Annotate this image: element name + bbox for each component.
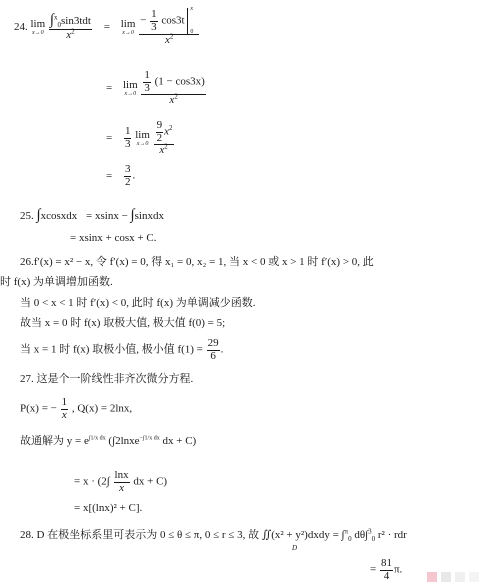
q25-line1: 25. ∫xcosxdx = xsinx − ∫sinxdx [20, 207, 164, 223]
q27-title: 27. 这是个一阶线性非齐次微分方程. [20, 373, 194, 385]
watermark [425, 564, 485, 588]
q24-lhs-fraction: $\frac{\int^x_0\sin 3tdt}{x^2}$ [49, 12, 91, 41]
q28-result: = $\frac{81}{4}$ π. [370, 557, 403, 582]
q24-step1-fraction: − $\frac{1}{3}$ cos3t x 0 $x^2$ [139, 8, 199, 47]
q24-number: 24. [14, 20, 28, 33]
q24-line2: = lim x→0 $\frac{1}{3}$ (1 − cos3x) $x^2$ [106, 69, 205, 107]
q28-region-label: D [292, 544, 298, 552]
q26-line3: 当 0 < x < 1 时 f′(x) < 0, 此时 f(x) 为单调减少函数. [20, 297, 256, 309]
q24-lim: lim x→0 [30, 17, 46, 36]
q26-line1: 26.f′(x) = x² − x, 令 f′(x) = 0, 得 x₁ = 0, x₂ = 1, 当 x < 0 或 x > 1 时 f′(x) > 0, 此 [20, 256, 374, 268]
q26-line2: 时 f(x) 为单调增加函数. [0, 276, 113, 288]
q24-line3: = $\frac{1}{3}$ lim x→0 $\frac{9}{2}$ $x^2$ $x^2$ [106, 119, 173, 157]
q27-pq: P(x) = − $\frac{1}{x}$ , Q(x) = 2lnx, [20, 396, 133, 421]
q27-general-solution: 故通解为 $y = e^{\int 1/x dx}$ (∫2lnxe$^{-\int 1/x dx}$ dx + C) [20, 435, 197, 447]
q24-step2-fraction: $\frac{1}{3}$ (1 − cos3x) $x^2$ [141, 70, 205, 107]
q24-line1: 24. lim x→0 $\frac{\int^x_0\sin 3tdt}{x^2}$ = lim x→0 − $\frac{1}{3}$ cos3t x 0 $x^2$ [14, 8, 200, 47]
q26-line5: 当 x = 1 时 f(x) 取极小值, 极小值 f(1) = $\frac{29}{6}$ . [20, 337, 224, 362]
q27-step2: = x · (2∫ $\frac{\ln x}{x}$ dx + C) [74, 469, 168, 494]
q25-line2: = xsinx + cosx + C. [70, 232, 157, 244]
q24-step3-fraction: $\frac{9}{2}$ $x^2$ $x^2$ [154, 120, 174, 157]
q28-line1: 28. D 在极坐标系里可表示为 0 ≤ θ ≤ π, 0 ≤ r ≤ 3, 故 ∬(x² + y²)dxdy = ∫$^\pi_0$ dθ∫$^3_0$ r² · rdr [20, 527, 407, 544]
q24-lim-2: lim x→0 [120, 17, 136, 36]
q24-result: = $\frac{3}{2}$ . [106, 163, 136, 188]
q27-step3: = x[(lnx)² + C]. [74, 502, 143, 514]
q26-line4: 故当 x = 0 时 f(x) 取极大值, 极大值 f(0) = 5; [20, 317, 226, 329]
